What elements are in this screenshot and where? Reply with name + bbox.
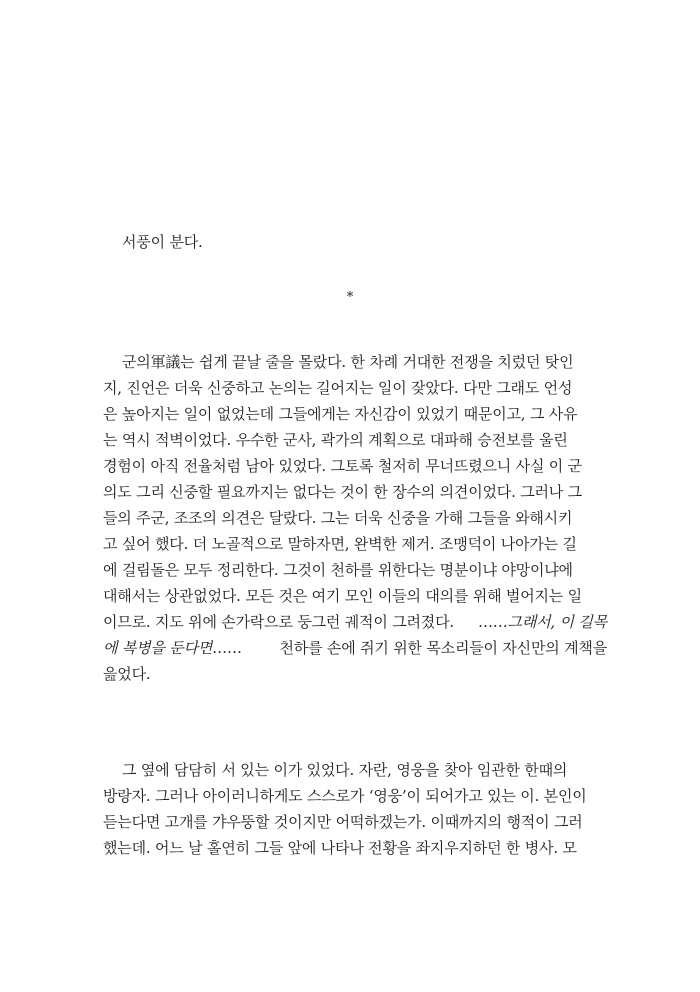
paragraph-1-line-9: 에 걸림돌은 모두 정리한다. 그것이 천하를 위한다는 명분이냐 야망이냐에 <box>103 561 573 579</box>
paragraph-1-line-12 <box>103 638 607 658</box>
paragraph-1-line-2: 지, 진언은 더욱 신중하고 논의는 길어지는 일이 잦았다. 다만 그래도 언성 <box>103 379 573 397</box>
paragraph-1-line-11 <box>103 612 607 632</box>
paragraph-2-line-1: 그 옆에 담담히 서 있는 이가 있었다. 자란, 영웅을 찾아 임관한 한때의 <box>122 761 568 779</box>
section-separator: * <box>346 290 354 305</box>
paragraph-1-line-1: 군의軍議는 쉽게 끝날 줄을 몰랐다. 한 차례 거대한 전쟁을 치렀던 탓인 <box>122 353 574 371</box>
paragraph-2-line-3: 듣는다면 고개를 갸우뚱할 것이지만 어떡하겠는가. 이때까지의 행적이 그러 <box>103 813 583 831</box>
italic-text: 에 복병을 둔다면…… <box>103 639 242 657</box>
paragraph-1-line-5: 경험이 아직 전율처럼 남아 있었다. 그토록 철저히 무너뜨렸으니 사실 이 군 <box>103 457 582 475</box>
paragraph-1-line-7: 들의 주군, 조조의 의견은 달랐다. 그는 더욱 신중을 가해 그들을 와해시키 <box>103 509 573 527</box>
paragraph-1-line-3: 은 높아지는 일이 없었는데 그들에게는 자신감이 있었기 때문이고, 그 사유 <box>103 405 578 423</box>
paragraph-1-line-13: 읊었다. <box>103 665 151 683</box>
opening-line: 서풍이 분다. <box>122 233 203 251</box>
paragraph-1-line-6: 의도 그리 신중할 필요까지는 없다는 것이 한 장수의 의견이었다. 그러나 그 <box>103 483 582 501</box>
paragraph-2-line-4: 했는데. 어느 날 홀연히 그들 앞에 나타나 전황을 좌지우지하던 한 병사. 모 <box>103 839 577 857</box>
paragraph-1-line-8: 고 싶어 했다. 더 노골적으로 말하자면, 완벽한 제거. 조맹덕이 나아가는 길 <box>103 535 577 553</box>
italic-text: ……그래서, 이 길목 <box>477 613 607 631</box>
paragraph-1-line-4: 는 역시 적벽이었다. 우수한 군사, 곽가의 계획으로 대파해 승전보를 울린 <box>103 431 568 449</box>
paragraph-1-line-10: 대해서는 상관없었다. 모든 것은 여기 모인 이들의 대의를 위해 벌어지는 일 <box>103 587 582 605</box>
plain-text: 천하를 손에 쥐기 위한 목소리들이 자신만의 계책을 <box>279 639 607 657</box>
paragraph-2-line-2: 방랑자. 그러나 아이러니하게도 스스로가 ‘영웅’이 되어가고 있는 이. 본인이 <box>103 787 587 805</box>
plain-text: 이므로. 지도 위에 손가락으로 둥그런 궤적이 그려졌다. <box>103 613 454 631</box>
